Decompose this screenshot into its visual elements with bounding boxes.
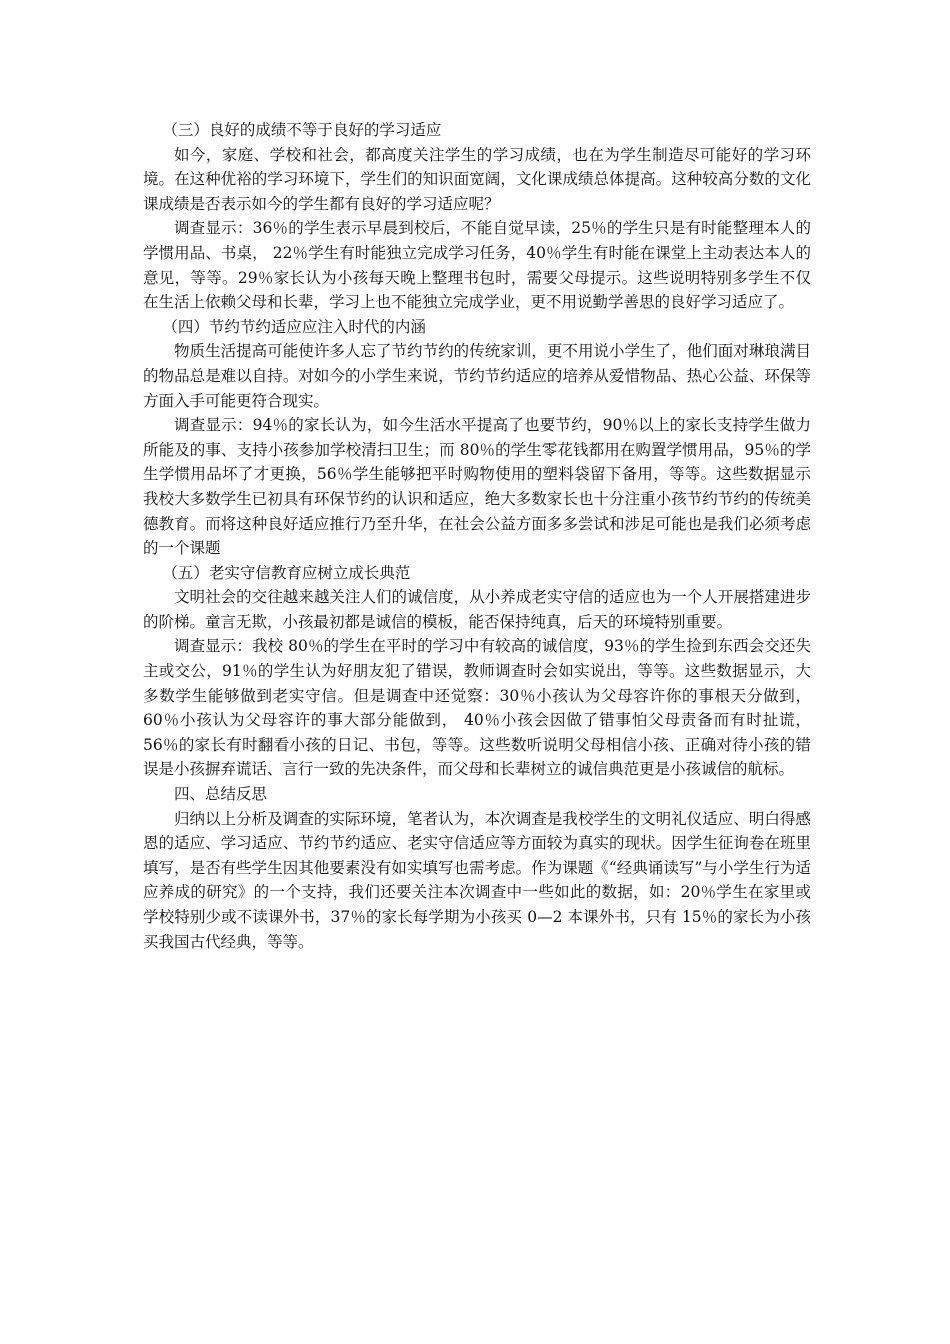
document-page: [143, 118, 811, 954]
paragraph: 调查显示：我校 80％的学生在平时的学习中有较高的诚信度，93％的学生捡到东西会交还失主或交公，91％的学生认为好朋友犯了错误，教师调查时会如实说出，等等。这些数据显示，大多数学生能够做到老实守信。但是调查中还觉察：30％小孩认为父母容许你的事根天分做到，60％小孩认为父母容许的事大部分能做到， 40％小孩会因做了错事怕父母责备而有时扯谎，56％的家长有时翻看小孩的日记、书包，等等。这些数听说明父母相信小孩、正确对待小孩的错误是小孩摒弃谎话、言行一致的先决条件，而父母和长辈树立的诚信典范更是小孩诚信的航标。: [143, 637, 811, 779]
section-heading-4: （四）节约节约适应应注入时代的内涵: [162, 317, 426, 336]
paragraph: 如今，家庭、学校和社会，都高度关注学生的学习成绩，也在为学生制造尽可能好的学习环境。在这种优裕的学习环境下，学生们的知识面宽阔，文化课成绩总体提高。这种较高分数的文化课成绩是否表示如今的学生都有良好的学习适应呢？: [143, 145, 811, 213]
paragraph: 调查显示：94％的家长认为，如今生活水平提高了也要节约，90％以上的家长支持学生做力所能及的事、支持小孩参加学校清扫卫生；而 80％的学生零花钱都用在购置学惯用品，95％的学生学惯用品坏了才更换，56％学生能够把平时购物使用的塑料袋留下备用，等等。这些数据显示我校大多数学生已初具有环保节约的认识和适应，绝大多数家长也十分注重小孩节约节约的传统美德教育。而将这种良好适应推行乃至升华，在社会公益方面多多尝试和涉足可能也是我们必须考虑的一个课题: [143, 416, 811, 558]
paragraph: 归纳以上分析及调查的实际环境，笔者认为，本次调查是我校学生的文明礼仪适应、明白得感恩的适应、学习适应、节约节约适应、老实守信适应等方面较为真实的现状。因学生征询卷在班里填写，是否有些学生因其他要素没有如实填写也需考虑。作为课题《“经典诵读写”与小学生行为适应养成的研究》的一个支持，我们还要关注本次调查中一些如此的数据，如：20％学生在家里或学校特别少或不读课外书，37％的家长每学期为小孩买 0—2 本课外书，只有 15％的家长为小孩买我国古代经典，等等。: [143, 809, 811, 951]
paragraph: 调查显示：36％的学生表示早晨到校后，不能自觉早读，25％的学生只是有时能整理本人的学惯用品、书桌， 22％学生有时能独立完成学习任务，40％学生有时能在课堂上主动表达本人的意见，等等。29％家长认为小孩每天晚上整理书包时，需要父母提示。这些说明特别多学生不仅在生活上依赖父母和长辈，学习上也不能独立完成学业，更不用说勤学善思的良好学习适应了。: [143, 219, 811, 312]
paragraph: 文明社会的交往越来越关注人们的诚信度，从小养成老实守信的适应也为一个人开展搭建进步的阶梯。童言无欺，小孩最初都是诚信的模板，能否保持纯真，后天的环境特别重要。: [143, 588, 811, 631]
section-heading-summary: 四、总结反思: [174, 785, 268, 804]
paragraph: 物质生活提高可能使许多人忘了节约节约的传统家训，更不用说小学生了，他们面对琳琅满目的物品总是难以自持。对如今的小学生来说，节约节约适应的培养从爱惜物品、热心公益、环保等方面入手可能更符合现实。: [143, 342, 811, 410]
section-heading-3: （三）良好的成绩不等于良好的学习适应: [162, 121, 442, 139]
section-heading-5: （五）老实守信教育应树立成长典范: [162, 563, 411, 582]
